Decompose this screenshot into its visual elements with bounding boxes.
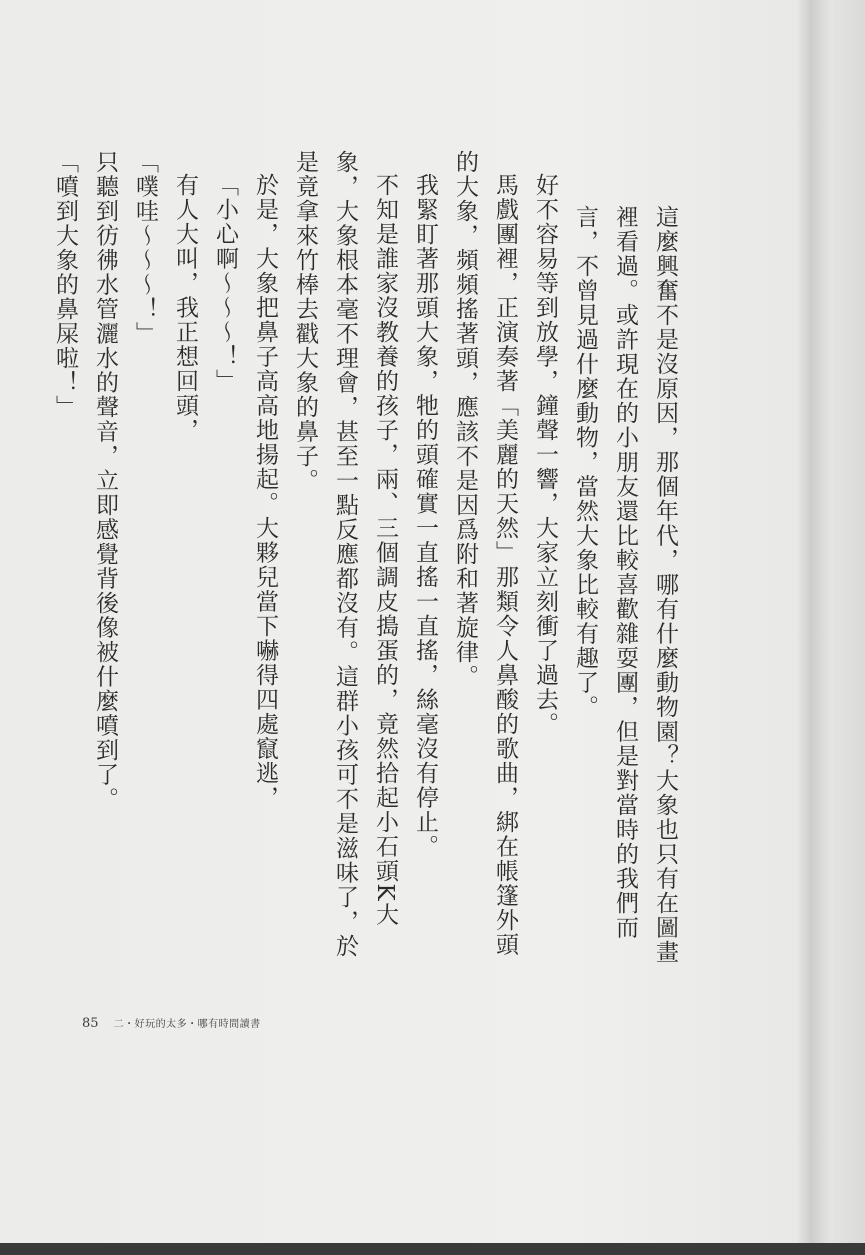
paragraph: 好不容易等到放學，鐘聲一響，大家立刻衝了過去。 — [532, 173, 558, 737]
paragraph: 我緊盯著那頭大象，牠的頭確實一直搖一直搖，絲毫沒有停止。 — [412, 173, 438, 859]
adjacent-page-edge — [812, 0, 865, 1243]
running-header: 二・好玩的太多・哪有時間讀書 — [113, 1019, 261, 1030]
vertical-text-column-block — [45, 150, 685, 970]
paragraph: 只聽到彷彿水管灑水的聲音，立即感覺背後像被什麼噴到了。 — [92, 150, 118, 812]
paragraph: 有人大叫，我正想回頭， — [172, 173, 198, 443]
dialogue-line: 「噴到大象的鼻屎啦！」 — [52, 150, 78, 420]
paragraph: 這麼興奮不是沒原因，那個年代，哪有什麼動物園？大象也只有在圖畫裡看過。或許現在的小朋友還比較喜歡雜耍團，但是對當時的我們而言，不曾見過什麼動物，當然大象比較有趣了。 — [572, 205, 678, 965]
dialogue-line: 「小心啊～～～！」 — [212, 173, 238, 394]
scan-bottom-border — [0, 1243, 865, 1255]
page-gutter-shadow — [796, 0, 812, 1243]
paragraph: 馬戲團裡，正演奏著「美麗的天然」那類令人鼻酸的歌曲，綁在帳篷外頭的大象，頻頻搖著頭，應該不是因爲附和著旋律。 — [452, 150, 518, 957]
page-footer — [82, 1012, 261, 1031]
paragraph: 不知是誰家沒教養的孩子，兩、三個調皮搗蛋的，竟然拾起小石頭K大象，大象根本毫不理會，甚至一點反應都沒有。這群小孩可不是滋味了，於是竟拿來竹棒去戳大象的鼻子。 — [292, 150, 398, 959]
paragraph: 於是，大象把鼻子高高地揚起。大夥兒當下嚇得四處竄逃， — [252, 173, 278, 810]
dialogue-line: 「噗哇～～～！」 — [132, 150, 158, 346]
page-number: 85 — [82, 1016, 99, 1031]
